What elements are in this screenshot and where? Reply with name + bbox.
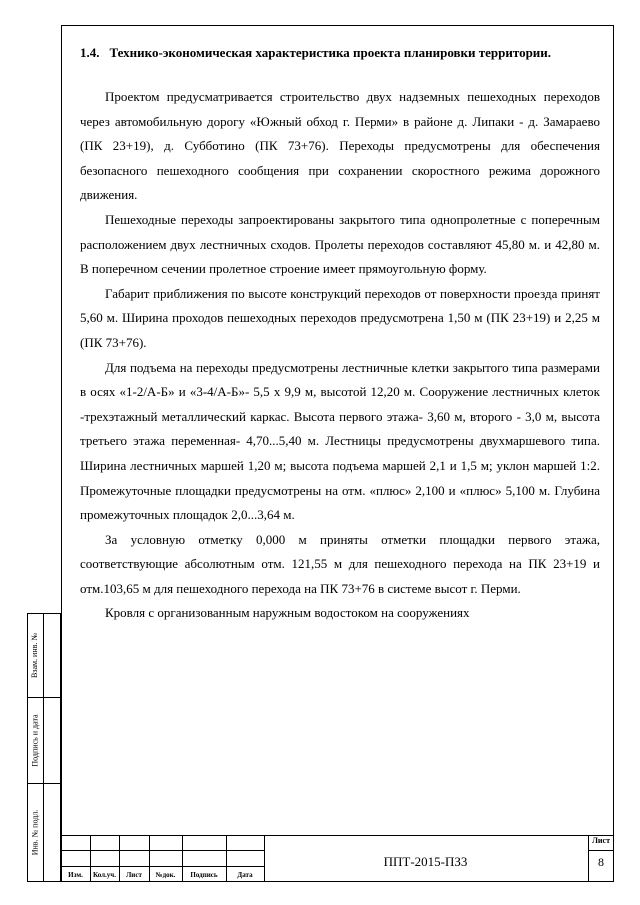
paragraph: Кровля с организованным наружным водостоком на сооружениях — [105, 605, 470, 621]
col-ndok: №док. — [155, 871, 176, 879]
col-izm: Изм. — [68, 871, 83, 879]
col-podpis: Подпись — [190, 871, 218, 879]
paragraph: Для подъема на переходы предусмотрены лестничные клетки закрытого типа размерами в осях «1-2/А-Б» и «3-4/А-Б»- 5,5 х 9,9 м, высотой 12,20 м. Сооружение лестничных клеток -трехэтажный металлический каркас. Высота первого этажа- 3,60 м, второго - 3,0 м, высота третьего этажа переменная- 4,70...5,40 м. Лестницы предусмотрены двухмаршевого типа. Ширина лестничных маршей 1,20 м; высота подъема маршей 2,1 и 1,5 м; уклон маршей 1:2. Промежуточные площадки предусмотрены на отм. «плюс» 2,100 и «плюс» 5,100 м. Глубина промежуточных площадок 2,0...3,64 м. — [80, 359, 600, 523]
section-heading — [80, 44, 600, 61]
stamp-podpis-label: Подпись и дата — [30, 713, 40, 767]
stamp-inv-label: Инв. № подл. — [30, 809, 40, 856]
stamp-column-values — [43, 613, 61, 882]
paragraphs — [80, 85, 600, 626]
col-data: Дата — [237, 871, 253, 879]
col-kolych: Кол.уч. — [92, 871, 116, 879]
paragraph: Проектом предусматривается строительство двух надземных пешеходных переходов через автомобильную дорогу «Южный обход г. Перми» в районе д. Липаки - д. Замараево (ПК 23+19), д. Субботино (ПК 73+76). Переходы предусмотрены для обеспечения безопасного пешеходного сообщения при сохранении скоростного режима дорожного движения. — [80, 89, 600, 203]
sheet-number: 8 — [598, 855, 604, 869]
document-code: ППТ-2015-ПЗ3 — [383, 854, 468, 869]
section-number: 1.4. — [80, 45, 100, 60]
paragraph: Пешеходные переходы запроектированы закрытого типа однопролетные с поперечным расположением двух лестничных сходов. Пролеты переходов составляют 45,80 м. и 42,80 м. В поперечном сечении пролетное строение имеет прямоугольную форму. — [80, 211, 600, 277]
section-title: Технико-экономическая характеристика проекта планировки территории. — [109, 45, 552, 60]
document-body — [80, 44, 600, 626]
paragraph: За условную отметку 0,000 м приняты отметки площадки первого этажа, соответствующие абсолютным отм. 121,55 м для пешеходного перехода на ПК 23+19 и отм.103,65 м для пешеходного перехода на ПК 73+76 в системе высот г. Перми. — [80, 531, 600, 596]
paragraph: Габарит приближения по высоте конструкций переходов от поверхности проезда принят 5,60 м. Ширина проходов пешеходных переходов предусмотрена 1,50 м (ПК 23+19) и 2,25 м (ПК 73+76). — [80, 285, 600, 350]
stamp-vzam-label: Взам. инв. № — [30, 632, 40, 678]
col-list: Лист — [126, 871, 142, 879]
sheet-label: Лист — [591, 836, 611, 845]
